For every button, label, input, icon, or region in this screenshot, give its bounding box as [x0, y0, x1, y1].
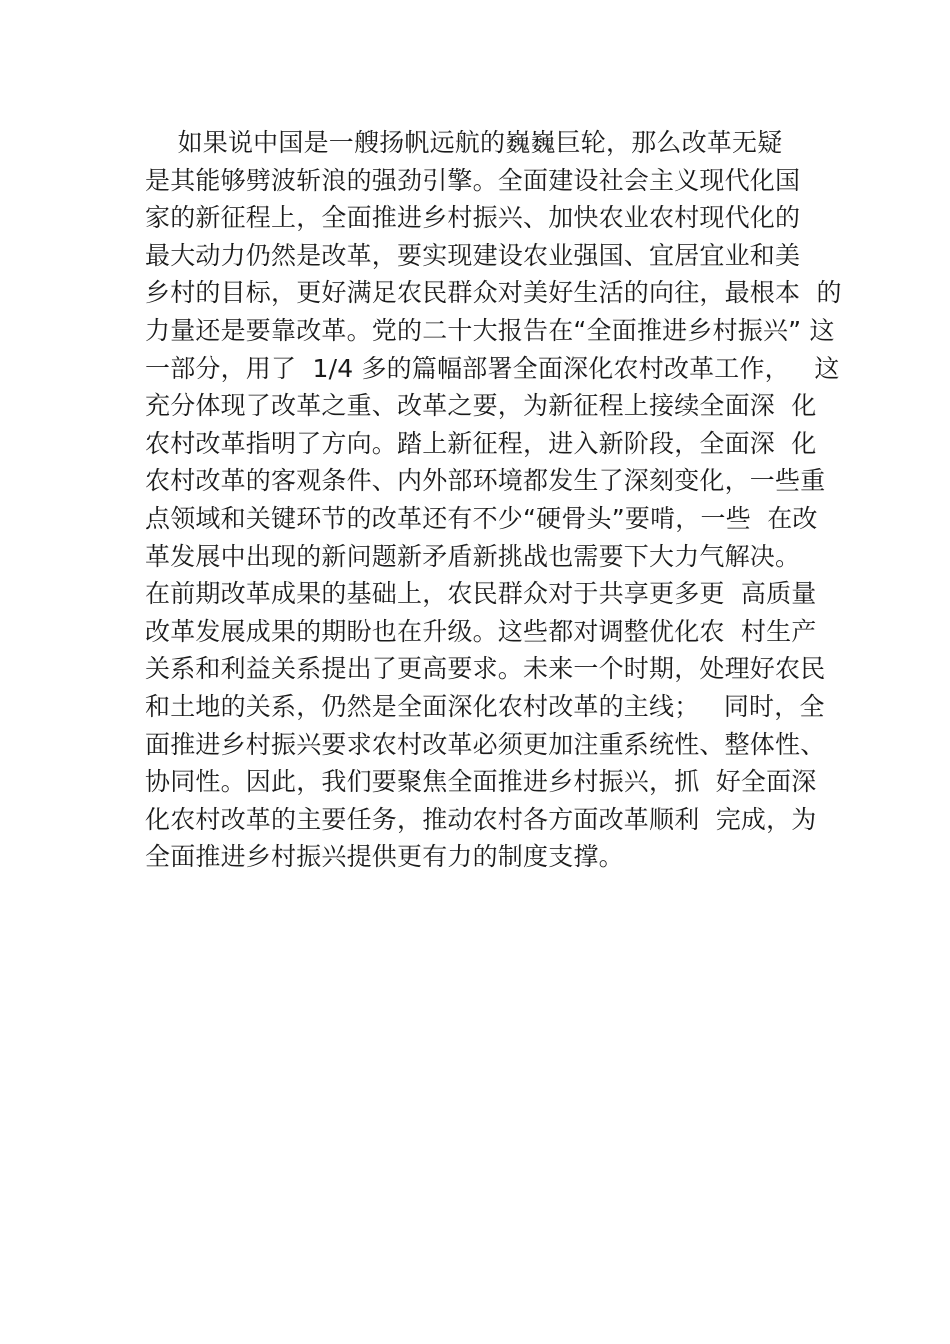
paragraph-line: 一部分，用了 1/4 多的篇幅部署全面深化农村改革工作， 这	[145, 353, 840, 383]
paragraph-line: 充分体现了改革之重、改革之要，为新征程上接续全面深 化	[145, 391, 817, 421]
paragraph-line: 乡村的目标，更好满足农民群众对美好生活的向往，最根本 的	[145, 278, 842, 308]
paragraph-line: 在前期改革成果的基础上，农民群众对于共享更多更 高质量	[145, 579, 817, 609]
paragraph-line: 改革发展成果的期盼也在升级。这些都对调整优化农 村生产	[145, 616, 817, 646]
paragraph-line: 是其能够劈波斩浪的强劲引擎。全面建设社会主义现代化国	[145, 165, 801, 195]
paragraph-line: 家的新征程上，全面推进乡村振兴、加快农业农村现代化的	[145, 203, 801, 233]
paragraph-line: 化农村改革的主要任务，推动农村各方面改革顺利 完成，为	[145, 804, 817, 834]
paragraph-line: 点领域和关键环节的改革还有不少“硬骨头”要啃，一些 在改	[145, 503, 818, 533]
paragraph-line: 全面推进乡村振兴提供更有力的制度支撑。	[145, 842, 624, 872]
paragraph-line: 协同性。因此，我们要聚焦全面推进乡村振兴，抓 好全面深	[145, 767, 817, 797]
paragraph-line: 和土地的关系，仍然是全面深化农村改革的主线； 同时，全	[145, 691, 825, 721]
paragraph-line: 关系和利益关系提出了更高要求。未来一个时期，处理好农民	[145, 654, 826, 684]
body-paragraph	[145, 124, 845, 876]
paragraph-line: 农村改革的客观条件、内外部环境都发生了深刻变化，一些重	[145, 466, 826, 496]
paragraph-line: 革发展中出现的新问题新矛盾新挑战也需要下大力气解决。	[145, 541, 801, 571]
paragraph-line: 最大动力仍然是改革，要实现建设农业强国、宜居宜业和美	[145, 240, 801, 270]
paragraph-line: 力量还是要靠改革。党的二十大报告在“全面推进乡村振兴” 这	[145, 315, 835, 345]
paragraph-line: 农村改革指明了方向。踏上新征程，进入新阶段，全面深 化	[145, 428, 817, 458]
paragraph-line: 面推进乡村振兴要求农村改革必须更加注重系统性、整体性、	[145, 729, 826, 759]
paragraph-line: 如果说中国是一艘扬帆远航的巍巍巨轮，那么改革无疑	[145, 128, 783, 157]
